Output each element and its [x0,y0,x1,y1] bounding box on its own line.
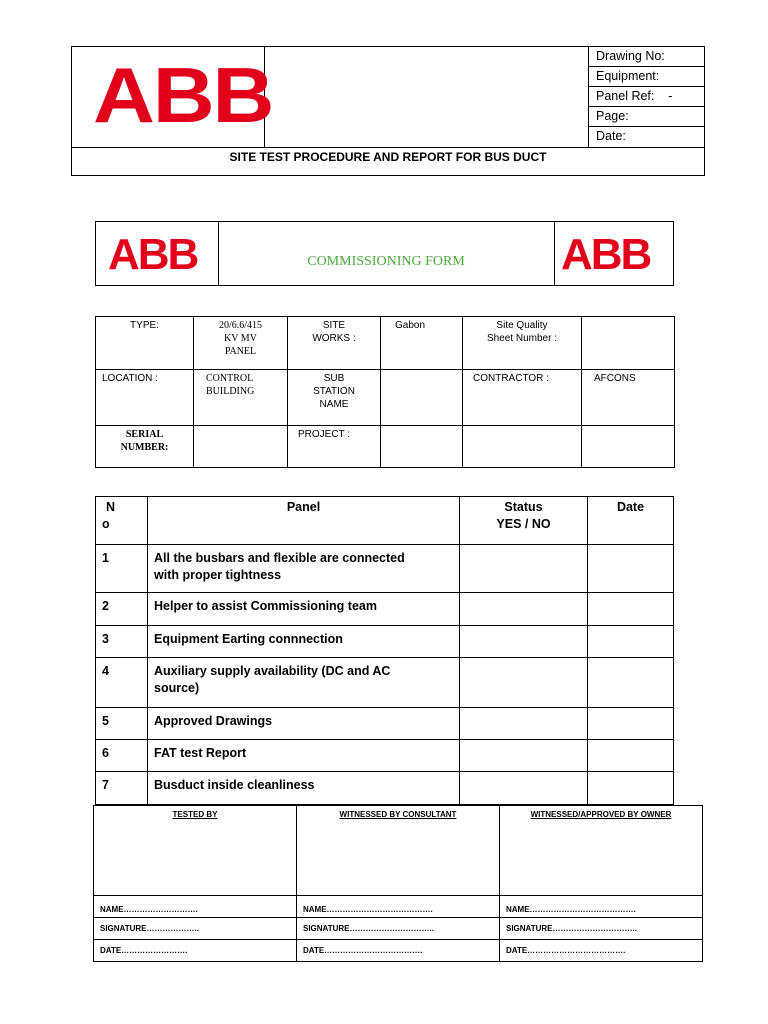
project-value [381,426,463,468]
row-no: 2 [96,593,148,626]
table-row [96,626,674,658]
table-row [96,772,674,805]
abb-logo: ABB [108,230,198,279]
equipment-field: Equipment: [589,67,704,87]
row-text: Approved Drawings [148,708,460,740]
substation-value [381,370,463,426]
abb-logo: ABB [561,230,651,279]
location-label: LOCATION : [96,370,194,426]
table-row [96,593,674,626]
serial-number-value [194,426,288,468]
col-header-no: N o [96,497,148,545]
banner-logo-left [96,222,219,285]
table-row [96,740,674,772]
row-no: 7 [96,772,148,805]
signature-field: SIGNATURE………………………….. [297,918,500,940]
row-status [460,593,588,626]
row-text: FAT test Report [148,740,460,772]
header-meta [589,47,704,147]
row-status [460,545,588,593]
witnessed-owner-header: WITNESSED/APPROVED BY OWNER [500,806,703,896]
signature-table [93,805,703,962]
info-blank-1 [463,426,582,468]
row-no: 3 [96,626,148,658]
row-date [588,626,674,658]
name-field: NAME…………………………………. [500,896,703,918]
row-status [460,708,588,740]
row-date [588,545,674,593]
row-date [588,658,674,708]
row-no: 6 [96,740,148,772]
row-text: Busduct inside cleanliness [148,772,460,805]
table-row [96,708,674,740]
date-field: DATE………………………………. [500,940,703,962]
site-quality-value [582,317,675,370]
site-works-label: SITE WORKS : [288,317,381,370]
project-label: PROJECT : [288,426,381,468]
panel-ref-field: Panel Ref: - [589,87,704,107]
info-blank-2 [582,426,675,468]
date-field: Date: [596,129,626,143]
row-status [460,740,588,772]
contractor-value: AFCONS [582,370,675,426]
col-header-status: Status YES / NO [460,497,588,545]
serial-number-label: SERIAL NUMBER: [96,426,194,468]
row-date [588,772,674,805]
signature-field: SIGNATURE……………….. [94,918,297,940]
row-no: 1 [96,545,148,593]
document-title: SITE TEST PROCEDURE AND REPORT FOR BUS DUCT [72,147,704,176]
row-text: Helper to assist Commissioning team [148,593,460,626]
commissioning-banner [95,221,674,286]
site-quality-label: Site Quality Sheet Number : [463,317,582,370]
col-header-date: Date [588,497,674,545]
row-date [588,593,674,626]
date-field: DATE………………………………. [297,940,500,962]
row-status [460,626,588,658]
info-table [95,316,675,468]
type-value: 20/6.6/415 KV MV PANEL [194,317,288,370]
witnessed-consultant-header: WITNESSED BY CONSULTANT [297,806,500,896]
abb-logo: ABB [93,51,273,139]
table-row [96,545,674,593]
header-blank-cell [264,47,589,147]
contractor-label: CONTRACTOR : [463,370,582,426]
type-label: TYPE: [96,317,194,370]
row-date [588,708,674,740]
commissioning-title: COMMISSIONING FORM [218,222,555,285]
row-status [460,658,588,708]
row-text: Equipment Earting connnection [148,626,460,658]
col-header-panel: Panel [148,497,460,545]
location-value: CONTROL BUILDING [194,370,288,426]
row-text: Auxiliary supply availability (DC and AC source) [148,658,460,708]
table-row [96,658,674,708]
row-no: 4 [96,658,148,708]
date-field: DATE……………………. [94,940,297,962]
name-field: NAME…………………………………. [297,896,500,918]
document-header [71,46,705,176]
row-no: 5 [96,708,148,740]
row-status [460,772,588,805]
site-works-value: Gabon [381,317,463,370]
page-field: Page: [589,107,704,127]
signature-field: SIGNATURE………………………….. [500,918,703,940]
banner-logo-right [555,222,673,285]
row-date [588,740,674,772]
checklist-table [95,496,674,805]
substation-label: SUB STATION NAME [288,370,381,426]
header-logo-cell [72,47,273,147]
drawing-no-field: Drawing No: [589,47,704,67]
tested-by-header: TESTED BY [94,806,297,896]
row-text: All the busbars and flexible are connected with proper tightness [148,545,460,593]
name-field: NAME………………………. [94,896,297,918]
